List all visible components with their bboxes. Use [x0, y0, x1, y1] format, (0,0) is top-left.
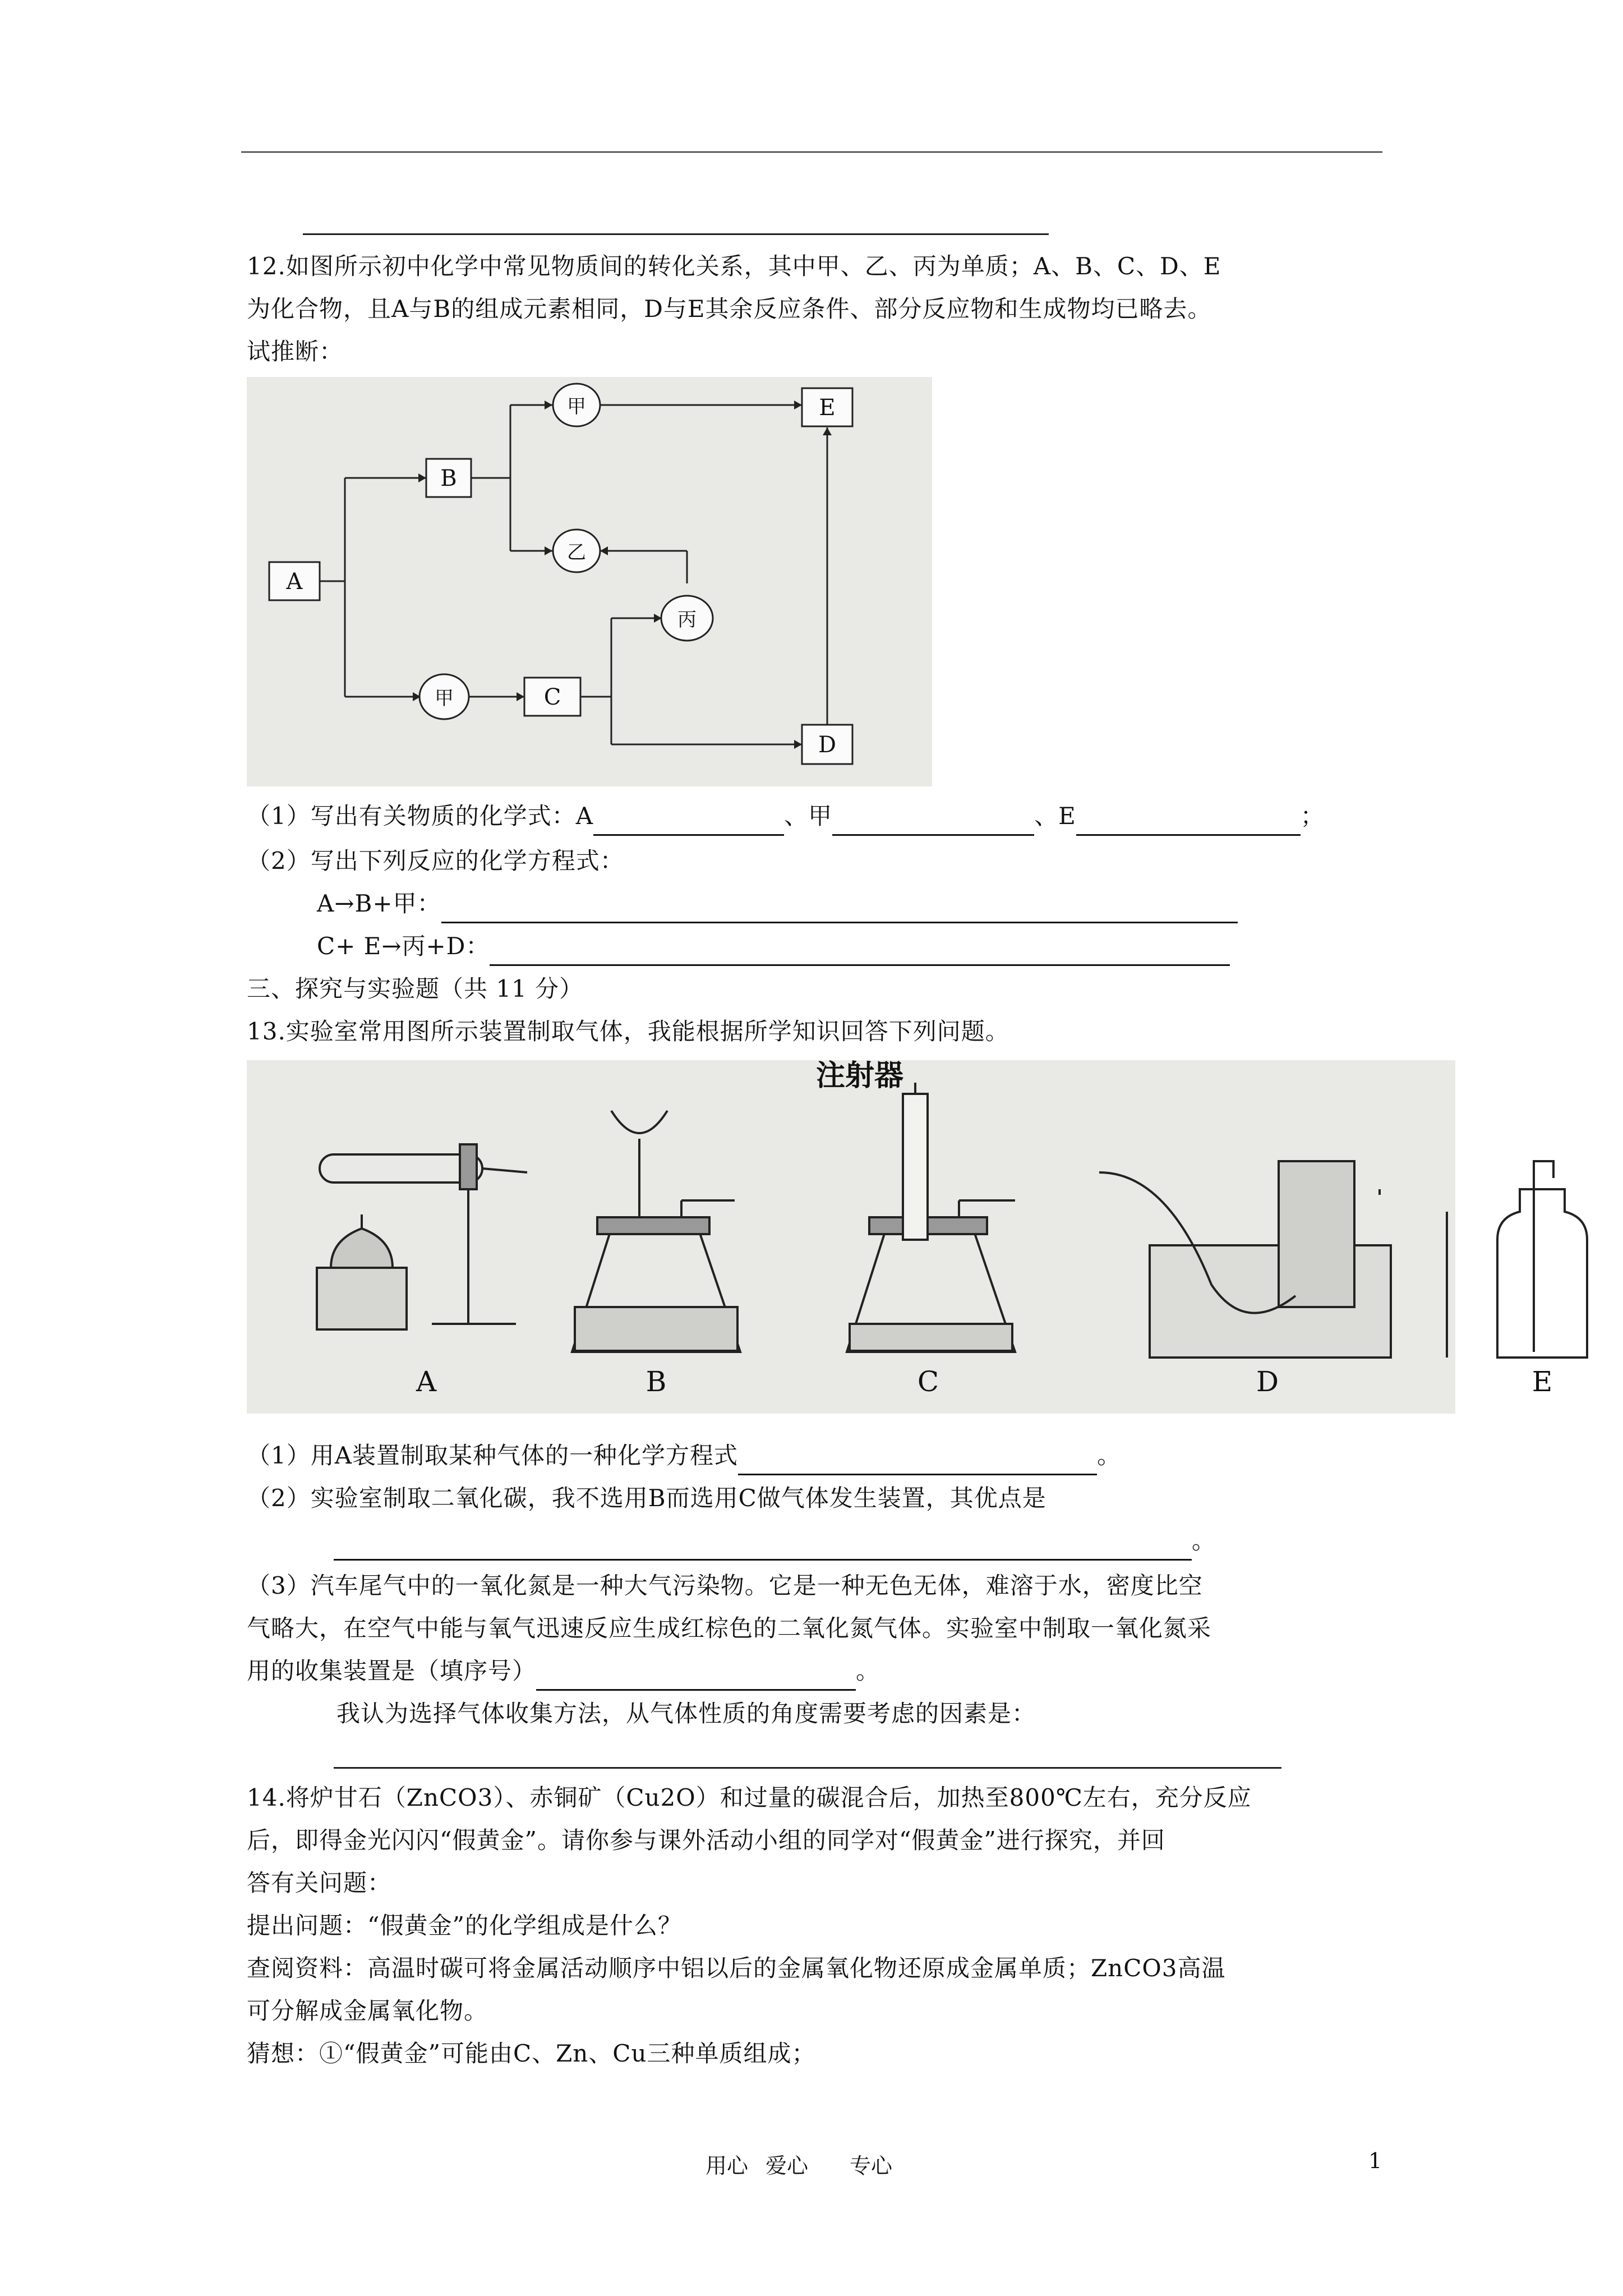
q13-part1: （1）用A装置制取某种气体的一种化学方程式 。: [247, 1436, 1121, 1475]
q13-part3-line4: 我认为选择气体收集方法，从气体性质的角度需要考虑的因素是：: [336, 1700, 1036, 1727]
node-bing: 丙: [677, 609, 697, 631]
page-number: 1: [1368, 2148, 1382, 2173]
q14-line3: 答有关问题：: [247, 1869, 392, 1897]
q12-stem-line3: 试推断：: [247, 338, 344, 365]
q13-apparatus-svg: [247, 1060, 1455, 1414]
section-3-title: 三、探究与实验题（共 11 分）: [247, 975, 584, 1002]
apparatus-label-C: C: [917, 1365, 939, 1398]
node-A: A: [286, 569, 303, 595]
footer-aixin: 爱心: [766, 2154, 809, 2178]
answer-blank-q13-3[interactable]: [536, 1661, 856, 1691]
apparatus-label-D: D: [1256, 1365, 1279, 1398]
apparatus-label-A: A: [416, 1365, 437, 1398]
answer-blank-jia[interactable]: [832, 806, 1034, 836]
node-jia-bottom: 甲: [435, 687, 454, 710]
q14-line6: 可分解成金属氧化物。: [247, 1997, 488, 2024]
answer-blank-q13-1[interactable]: [738, 1446, 1097, 1475]
q13-part2: （2）实验室制取二氧化碳，我不选用B而选用C做气体发生装置，其优点是: [247, 1484, 1046, 1512]
node-D: D: [818, 732, 837, 758]
answer-blank-q13-2[interactable]: [334, 1531, 1192, 1561]
node-B: B: [440, 466, 457, 491]
q12-part1: （1）写出有关物质的化学式：A 、甲 、E ；: [247, 797, 1325, 836]
prev-answer-line: [303, 233, 1049, 235]
node-C: C: [543, 684, 561, 710]
q13-part3-line2: 气略大，在空气中能与氧气迅速反应生成红棕色的二氧化氮气体。实验室中制取一氧化氮采: [247, 1614, 1212, 1642]
q14-line2: 后，即得金光闪闪“假黄金”。请你参与课外活动小组的同学对“假黄金”进行探究，并回: [247, 1826, 1165, 1854]
q12-stem-line1: 12.如图所示初中化学中常见物质间的转化关系，其中甲、乙、丙为单质；A、B、C、D、E: [247, 252, 1221, 280]
q12-stem-line2: 为化合物，且A与B的组成元素相同，D与E其余反应条件、部分反应物和生成物均已略去。: [247, 295, 1212, 323]
answer-blank-E[interactable]: [1076, 806, 1301, 836]
answer-blank-A[interactable]: [593, 806, 784, 836]
node-jia-top: 甲: [567, 395, 586, 418]
answer-blank-q13-4[interactable]: [334, 1767, 1281, 1769]
q12-eq2: C+ E→丙+D：: [317, 927, 1230, 966]
q12-diagram: [247, 377, 932, 786]
q14-line4: 提出问题：“假黄金”的化学组成是什么？: [247, 1912, 682, 1939]
q13-part2-answer: 。: [334, 1521, 1216, 1561]
apparatus-label-B: B: [645, 1365, 667, 1398]
answer-blank-eq2[interactable]: [490, 936, 1230, 966]
q12-eq1: A→B+甲：: [317, 884, 1238, 923]
node-E: E: [819, 395, 836, 421]
header-rule: [241, 151, 1382, 153]
q13-stem: 13.实验室常用图所示装置制取气体，我能根据所学知识回答下列问题。: [247, 1018, 1009, 1045]
footer-zhuanxin: 专心: [850, 2154, 893, 2178]
q13-part3-line1: （3）汽车尾气中的一氧化氮是一种大气污染物。它是一种无色无体，难溶于水，密度比空: [247, 1572, 1203, 1599]
q13-apparatus-figure: [247, 1060, 1455, 1414]
q12-part2: （2）写出下列反应的化学方程式：: [247, 847, 624, 875]
q12-diagram-svg: [247, 377, 932, 786]
q13-apparatus-EF: [1402, 1060, 1623, 1414]
apparatus-label-E: E: [1532, 1365, 1553, 1398]
q13-part3-line3: 用的收集装置是（填序号） 。: [247, 1651, 880, 1691]
q14-line7: 猜想：①“假黄金”可能由C、Zn、Cu三种单质组成；: [247, 2040, 816, 2067]
footer-yongxin: 用心: [706, 2154, 749, 2178]
q14-line5: 查阅资料：高温时碳可将金属活动顺序中铝以后的金属氧化物还原成金属单质；ZnCO3高温: [247, 1954, 1226, 1982]
q14-line1: 14.将炉甘石（ZnCO3）、赤铜矿（Cu2O）和过量的碳混合后，加热至800℃左右，充分反应: [247, 1784, 1252, 1811]
syringe-label: 注射器: [816, 1060, 904, 1093]
answer-blank-eq1[interactable]: [441, 894, 1238, 923]
node-yi: 乙: [567, 541, 586, 564]
